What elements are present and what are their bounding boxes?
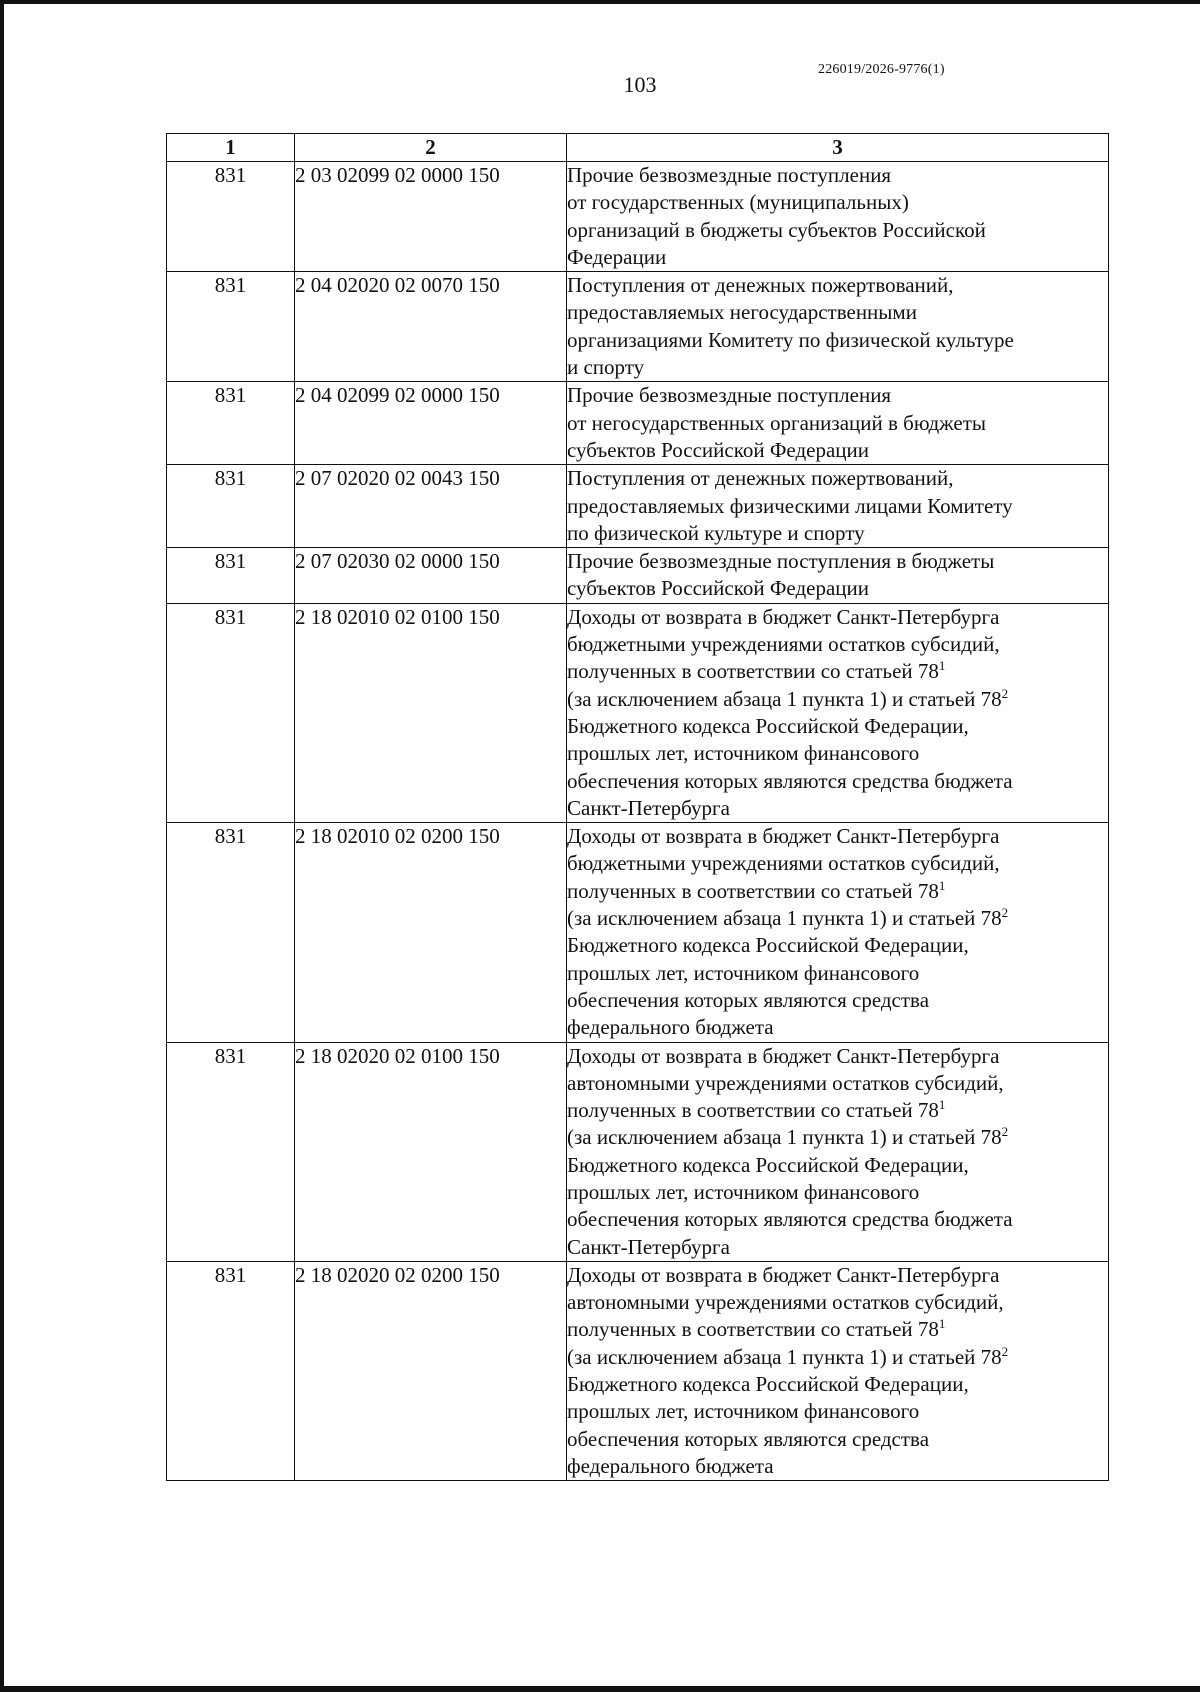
revenue-code-cell: 2 04 02099 02 0000 150 xyxy=(295,382,567,465)
name-line xyxy=(567,1097,1108,1124)
revenue-code-cell: 2 18 02020 02 0200 150 xyxy=(295,1261,567,1480)
scan-edge-bottom xyxy=(0,1686,1200,1692)
name-line-text: прошлых лет, источником финансового xyxy=(567,960,920,985)
table-row xyxy=(167,465,1109,548)
revenue-code-cell: 2 04 02020 02 0070 150 xyxy=(295,272,567,382)
name-line-text: субъектов Российской Федерации xyxy=(567,576,870,601)
name-line-text: Бюджетного кодекса Российской Федерации, xyxy=(567,933,969,958)
revenue-code-cell: 2 18 02020 02 0100 150 xyxy=(295,1042,567,1261)
name-line-text: федерального бюджета xyxy=(567,1453,774,1478)
revenue-name-cell xyxy=(567,162,1109,272)
name-line-text: Поступления от денежных пожертвований, xyxy=(567,273,954,298)
name-line xyxy=(567,189,1108,216)
name-line xyxy=(567,327,1108,354)
name-line xyxy=(567,1398,1108,1425)
article-superscript: 2 xyxy=(1001,1124,1009,1140)
name-line xyxy=(567,658,1108,685)
name-line-text: Доходы от возврата в бюджет Санкт-Петербурга xyxy=(567,1043,1000,1068)
scan-edge-top xyxy=(0,0,1200,4)
name-line xyxy=(567,1179,1108,1206)
name-line-text: автономными учреждениями остатков субсидий, xyxy=(567,1070,1004,1095)
table-row xyxy=(167,603,1109,822)
name-line xyxy=(567,575,1108,602)
article-superscript: 2 xyxy=(1001,685,1009,701)
name-line-text: Бюджетного кодекса Российской Федерации, xyxy=(567,1372,969,1397)
name-line xyxy=(567,1316,1108,1343)
name-line xyxy=(567,548,1108,575)
name-line xyxy=(567,823,1108,850)
name-line xyxy=(567,1371,1108,1398)
name-line-text: Санкт-Петербурга xyxy=(567,795,730,820)
name-line xyxy=(567,932,1108,959)
name-line-text: предоставляемых физическими лицами Комитету xyxy=(567,493,1013,518)
name-line-text: полученных в соответствии со статьей 78 xyxy=(567,1317,939,1342)
name-line-text: организациями Комитету по физической культуре xyxy=(567,327,1014,352)
header-col-2: 2 xyxy=(295,134,567,162)
admin-code-cell: 831 xyxy=(167,823,295,1042)
name-line xyxy=(567,631,1108,658)
name-line xyxy=(567,465,1108,492)
admin-code-cell: 831 xyxy=(167,548,295,604)
name-line-text: полученных в соответствии со статьей 78 xyxy=(567,878,939,903)
revenue-code-cell: 2 07 02020 02 0043 150 xyxy=(295,465,567,548)
name-line xyxy=(567,1070,1108,1097)
name-line xyxy=(567,437,1108,464)
name-line-text: Бюджетного кодекса Российской Федерации, xyxy=(567,1152,969,1177)
revenue-name-cell xyxy=(567,1042,1109,1261)
name-line-text: (за исключением абзаца 1 пункта 1) и статьей 78 xyxy=(567,686,1002,711)
name-line xyxy=(567,299,1108,326)
table-row xyxy=(167,1042,1109,1261)
name-line xyxy=(567,604,1108,631)
revenue-name-cell xyxy=(567,1261,1109,1480)
table-row xyxy=(167,272,1109,382)
table-row xyxy=(167,382,1109,465)
name-line-text: обеспечения которых являются средства xyxy=(567,1426,930,1451)
name-line-text: Прочие безвозмездные поступления в бюджеты xyxy=(567,549,995,574)
name-line-text: полученных в соответствии со статьей 78 xyxy=(567,1098,939,1123)
name-line xyxy=(567,878,1108,905)
name-line xyxy=(567,354,1108,381)
name-line xyxy=(567,217,1108,244)
name-line xyxy=(567,520,1108,547)
admin-code-cell: 831 xyxy=(167,162,295,272)
name-line-text: федерального бюджета xyxy=(567,1015,774,1040)
name-line xyxy=(567,1262,1108,1289)
admin-code-cell: 831 xyxy=(167,1261,295,1480)
name-line-text: субъектов Российской Федерации xyxy=(567,437,870,462)
name-line xyxy=(567,686,1108,713)
name-line-text: Прочие безвозмездные поступления xyxy=(567,163,892,187)
header-col-3: 3 xyxy=(567,134,1109,162)
name-line xyxy=(567,1206,1108,1233)
name-line-text: по физической культуре и спорту xyxy=(567,520,865,545)
name-line-text: автономными учреждениями остатков субсидий, xyxy=(567,1290,1004,1315)
table-header-row xyxy=(167,134,1109,162)
name-line-text: бюджетными учреждениями остатков субсидий, xyxy=(567,851,1000,876)
admin-code-cell: 831 xyxy=(167,272,295,382)
revenue-code-cell: 2 03 02099 02 0000 150 xyxy=(295,162,567,272)
name-line xyxy=(567,987,1108,1014)
admin-code-cell: 831 xyxy=(167,603,295,822)
name-line xyxy=(567,382,1108,409)
page-number: 103 xyxy=(623,72,657,97)
table-body xyxy=(167,162,1109,1481)
article-superscript: 1 xyxy=(938,877,946,893)
name-line-text: Доходы от возврата в бюджет Санкт-Петербурга xyxy=(567,1262,1000,1287)
name-line-text: предоставляемых негосударственными xyxy=(567,300,917,325)
name-line xyxy=(567,493,1108,520)
name-line-text: полученных в соответствии со статьей 78 xyxy=(567,659,939,684)
name-line-text: и спорту xyxy=(567,355,645,380)
article-superscript: 2 xyxy=(1001,1343,1009,1359)
admin-code-cell: 831 xyxy=(167,382,295,465)
name-line-text: Санкт-Петербурга xyxy=(567,1234,730,1259)
name-line-text: от негосударственных организаций в бюджеты xyxy=(567,410,986,435)
name-line xyxy=(567,410,1108,437)
name-line-text: Бюджетного кодекса Российской Федерации, xyxy=(567,713,969,738)
name-line xyxy=(567,768,1108,795)
name-line xyxy=(567,905,1108,932)
name-line-text: (за исключением абзаца 1 пункта 1) и статьей 78 xyxy=(567,1344,1002,1369)
name-line-text: Поступления от денежных пожертвований, xyxy=(567,466,954,491)
table-row xyxy=(167,823,1109,1042)
name-line-text: прошлых лет, источником финансового xyxy=(567,1179,920,1204)
name-line-text: Доходы от возврата в бюджет Санкт-Петербурга xyxy=(567,604,1000,629)
name-line xyxy=(567,795,1108,822)
name-line xyxy=(567,740,1108,767)
name-line xyxy=(567,244,1108,271)
scan-edge-left xyxy=(0,0,4,1692)
name-line-text: обеспечения которых являются средства xyxy=(567,987,930,1012)
name-line xyxy=(567,1234,1108,1261)
name-line-text: (за исключением абзаца 1 пункта 1) и статьей 78 xyxy=(567,906,1002,931)
name-line-text: от государственных (муниципальных) xyxy=(567,190,909,215)
article-superscript: 1 xyxy=(938,658,946,674)
name-line xyxy=(567,1043,1108,1070)
name-line-text: прошлых лет, источником финансового xyxy=(567,1399,920,1424)
name-line-text: (за исключением абзаца 1 пункта 1) и статьей 78 xyxy=(567,1125,1002,1150)
article-superscript: 2 xyxy=(1001,905,1009,921)
article-superscript: 1 xyxy=(938,1097,946,1113)
admin-code-cell: 831 xyxy=(167,1042,295,1261)
name-line-text: организаций в бюджеты субъектов Российской xyxy=(567,217,986,242)
table-row xyxy=(167,162,1109,272)
name-line-text: Прочие безвозмездные поступления xyxy=(567,383,892,408)
revenue-name-cell xyxy=(567,382,1109,465)
revenue-name-cell xyxy=(567,548,1109,604)
revenue-name-cell xyxy=(567,465,1109,548)
revenue-name-cell xyxy=(567,272,1109,382)
name-line-text: бюджетными учреждениями остатков субсидий, xyxy=(567,632,1000,657)
name-line-text: Федерации xyxy=(567,244,667,269)
revenue-code-cell: 2 07 02030 02 0000 150 xyxy=(295,548,567,604)
article-superscript: 1 xyxy=(938,1316,946,1332)
name-line-text: обеспечения которых являются средства бюджета xyxy=(567,768,1013,793)
name-line xyxy=(567,272,1108,299)
name-line-text: Доходы от возврата в бюджет Санкт-Петербурга xyxy=(567,824,1000,849)
table-row xyxy=(167,1261,1109,1480)
revenue-code-cell: 2 18 02010 02 0100 150 xyxy=(295,603,567,822)
name-line xyxy=(567,850,1108,877)
name-line xyxy=(567,960,1108,987)
revenue-name-cell xyxy=(567,603,1109,822)
name-line-text: обеспечения которых являются средства бюджета xyxy=(567,1207,1013,1232)
name-line xyxy=(567,1453,1108,1480)
revenue-codes-table xyxy=(166,133,1109,1481)
revenue-code-cell: 2 18 02010 02 0200 150 xyxy=(295,823,567,1042)
admin-code-cell: 831 xyxy=(167,465,295,548)
revenue-name-cell xyxy=(567,823,1109,1042)
name-line xyxy=(567,1124,1108,1151)
name-line xyxy=(567,1014,1108,1041)
name-line-text: прошлых лет, источником финансового xyxy=(567,741,920,766)
header-col-1: 1 xyxy=(167,134,295,162)
name-line xyxy=(567,1426,1108,1453)
table-row xyxy=(167,548,1109,604)
name-line xyxy=(567,1289,1108,1316)
name-line xyxy=(567,713,1108,740)
name-line xyxy=(567,1152,1108,1179)
document-id: 226019/2026-9776(1) xyxy=(818,62,945,77)
name-line xyxy=(567,162,1108,189)
name-line xyxy=(567,1344,1108,1371)
